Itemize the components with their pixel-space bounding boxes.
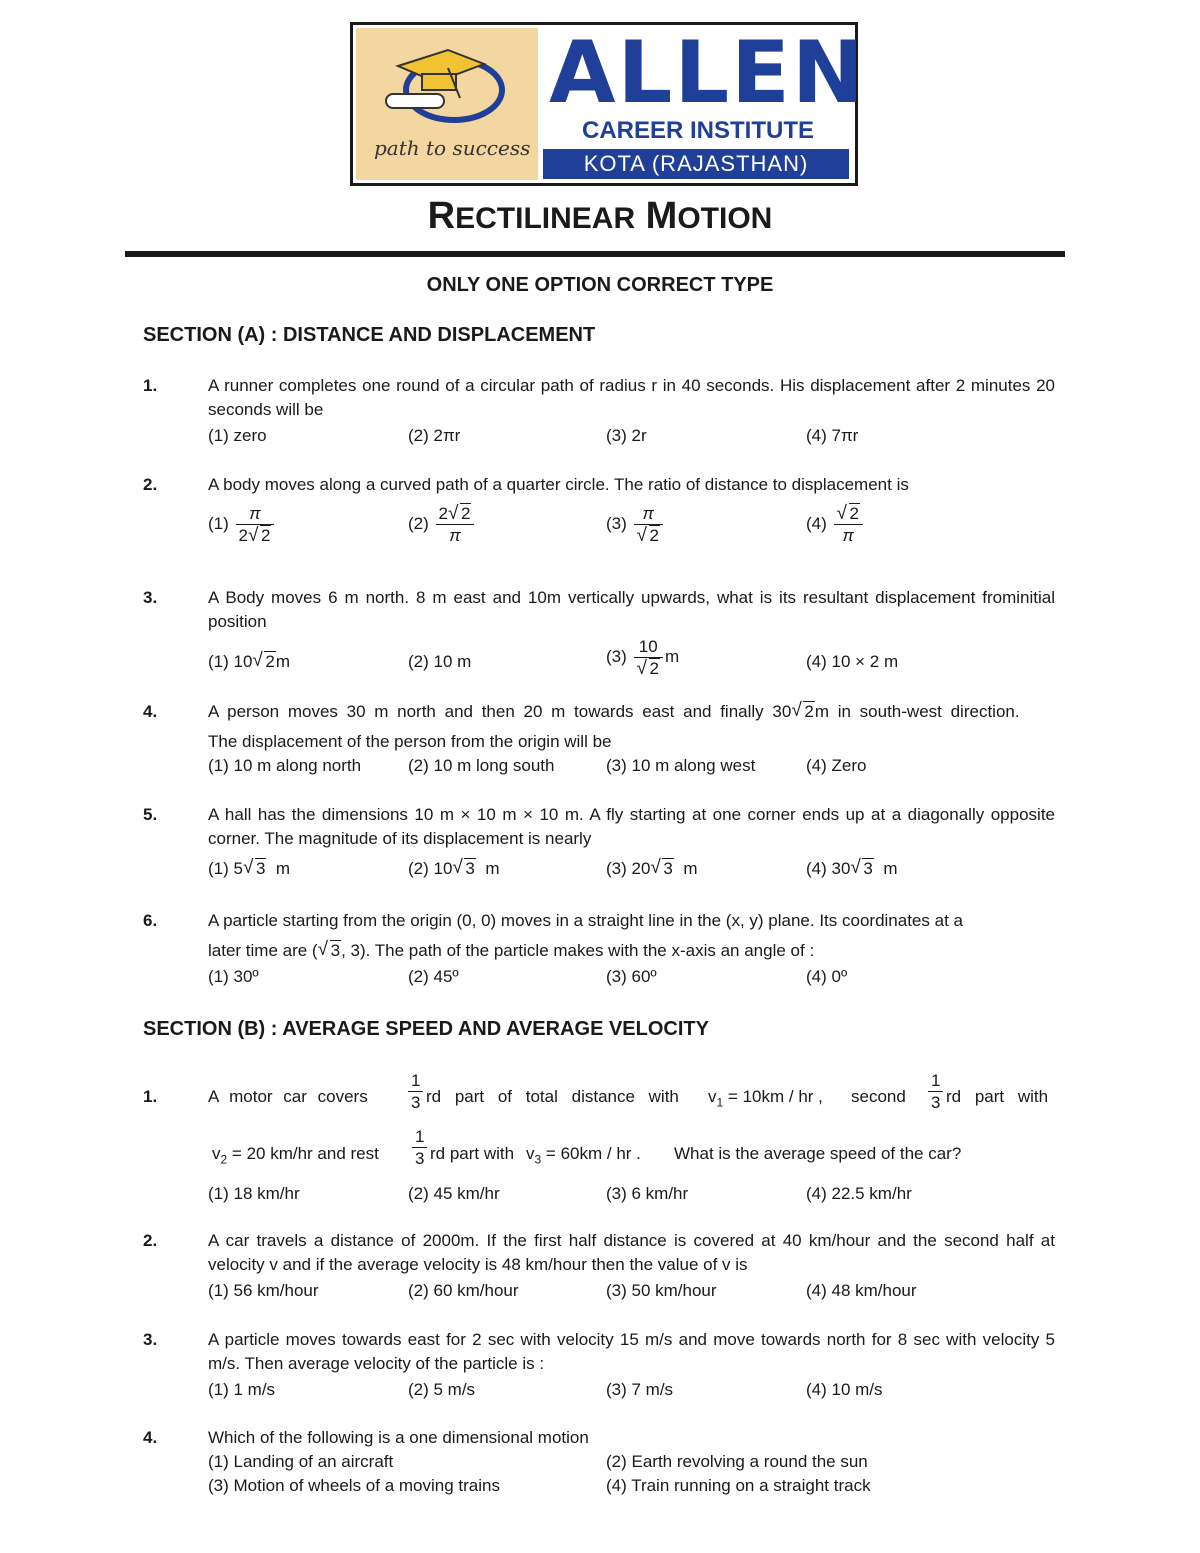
question-text: A person moves 30 m north and then 20 m towards east and finally 30√ 2m in south-west direction. [208, 700, 1055, 724]
section-b-heading: SECTION (B) : AVERAGE SPEED AND AVERAGE VELOCITY [143, 1018, 709, 1040]
option-4[interactable]: (4) 22.5 km/hr [806, 1184, 912, 1203]
question-a4: 4. A person moves 30 m north and then 20 m towards east and finally 30√ 2m in south-west direction. The displacement of the person from the origin will be (1) 10 m along north (2) 10 m long south (3) 10 m along west (4) Zero [143, 700, 1055, 780]
question-text: Which of the following is a one dimensional motion [208, 1428, 589, 1447]
logo-emblem-panel [356, 28, 538, 180]
logo-tagline: path to success [374, 136, 531, 160]
option-1[interactable]: (1) $\frac{\pi}{2√ 2}$ [208, 505, 276, 544]
option-1[interactable]: (1) 56 km/hour [208, 1281, 319, 1300]
question-a6: 6. A particle starting from the origin (0, 0) moves in a straight line in the (x, y) plane. Its coordinates at a later time are (√ 3, 3). The path of the particle makes with the x-axis an angle of : (1) 30º (2) 45º (3) 60º (4) 0º [143, 909, 1055, 989]
question-text: A motor car covers $\frac{1}{3}$ rd part of total distance with $v_1 = 10km$ / hr , second $\frac{1}{3}$ rd part with [208, 1071, 1049, 1112]
option-3[interactable]: (3) 2r [606, 426, 647, 445]
option-3[interactable]: (3) 50 km/hour [606, 1281, 717, 1300]
question-b2: 2. A car travels a distance of 2000m. If the first half distance is covered at 40 km/hour and the second half at velocity v and if the average velocity is 48 km/hour then the value of v is (1) 56 km/hour (2) 60 km/hour (3) 50 km/hour (4) 48 km/hour [143, 1229, 1055, 1309]
option-2[interactable]: (2) 10√ 3 m [408, 857, 500, 881]
option-2[interactable]: (2) 5 m/s [408, 1380, 476, 1399]
option-4[interactable]: (4) 0º [806, 967, 848, 986]
question-a1: 1. A runner completes one round of a circular path of radius r in 40 seconds. His displacement after 2 minutes 20 seconds will be (1) zero (2) 2πr (3) 2r (4) 7πr [143, 374, 1055, 450]
option-2[interactable]: (2) 60 km/hour [408, 1281, 519, 1300]
option-3[interactable]: (3) 60º [606, 967, 657, 986]
question-type-heading: ONLY ONE OPTION CORRECT TYPE [426, 274, 774, 296]
question-text: A body moves along a curved path of a quarter circle. The ratio of distance to displacement is [208, 475, 909, 494]
option-4[interactable]: (4) √ $\frac{2}{\pi}$ [806, 505, 865, 544]
option-2[interactable]: (2) 2πr [408, 426, 461, 445]
option-2[interactable]: (2) 45º [408, 967, 459, 986]
graduation-cap-icon [356, 28, 538, 138]
question-b3: 3. A particle moves towards east for 2 sec with velocity 15 m/s and move towards north for 8 sec with velocity 5 m/s. Then average velocity of the particle is : (1) 1 m/s (2) 5 m/s (3) 7 m/s (4) 10 m/s [143, 1328, 1055, 1408]
option-3[interactable]: (3) 10 √ 2 m [606, 638, 679, 677]
logo-brand: ALLEN [549, 23, 866, 123]
option-2[interactable]: (2) 10 m long south [408, 756, 555, 775]
option-2[interactable]: (2) Earth revolving a round the sun [606, 1452, 868, 1471]
option-4[interactable]: (4) 10 × 2 m [806, 652, 899, 671]
option-1[interactable]: (1) zero [208, 426, 267, 445]
option-1[interactable]: (1) 30º [208, 967, 259, 986]
question-a2: 2. A body moves along a curved path of a quarter circle. The ratio of distance to displacement is (1) $\frac{\pi}{2√ 2}$ (2) $\frac{2√ 2}{\pi}$ (3) π √ 2 (4) √ $\frac{2}{\pi}$ [143, 473, 1055, 563]
question-text: A hall has the dimensions 10 m × 10 m × 10 m. A fly starting at one corner ends up at a diagonally opposite corner. The magnitude of its displacement is nearly [208, 805, 1055, 848]
option-3[interactable]: (3) π √ 2 [606, 505, 665, 544]
option-4[interactable]: (4) 7πr [806, 426, 859, 445]
question-text: A Body moves 6 m north. 8 m east and 10m vertically upwards, what is its resultant displacement frominitial position [208, 588, 1055, 631]
option-2[interactable]: (2) 45 km/hr [408, 1184, 500, 1203]
question-text-continued: $v_2 = 20$ km/hr and rest $\frac{1}{3}$ rd part with $v_3 = 60km$ / hr . What is the average speed of the car? [212, 1127, 962, 1168]
question-b1: 1. A motor car covers $\frac{1}{3}$ rd part of total distance with $v_1 = 10km$ / hr , second $\frac{1}{3}$ rd part with $v_2 = 20$ km/hr and rest $\frac{1}{3}$ rd part with $v_3 = 60km$ / hr . What is the average speed of the car? (1) 18 km/hr (2) 45 km/hr (3) 6 km/hr (4) 22.5 km/hr [143, 1072, 1055, 1208]
option-3[interactable]: (3) 6 km/hr [606, 1184, 689, 1203]
logo-kota: KOTA (RAJASTHAN) [543, 149, 849, 179]
option-4[interactable]: (4) 10 m/s [806, 1380, 883, 1399]
option-2[interactable]: (2) 10 m [408, 652, 472, 671]
section-a-heading: SECTION (A) : DISTANCE AND DISPLACEMENT [143, 324, 596, 346]
question-text-continued: The displacement of the person from the origin will be [208, 732, 612, 751]
question-text: A runner completes one round of a circular path of radius r in 40 seconds. His displacement after 2 minutes 20 seconds will be [208, 376, 1055, 419]
question-text: A car travels a distance of 2000m. If the first half distance is covered at 40 km/hour and the second half at velocity v and if the average velocity is 48 km/hour then the value of v is [208, 1231, 1055, 1274]
question-a5: 5. A hall has the dimensions 10 m × 10 m × 10 m. A fly starting at one corner ends up at a diagonally opposite corner. The magnitude of its displacement is nearly (1) 5√ 3 m (2) 10√ 3 m (3) 20√ 3 m (4) 30√ 3 m [143, 803, 1055, 883]
option-1[interactable]: (1) 10 m along north [208, 756, 362, 775]
question-text: A particle starting from the origin (0, 0) moves in a straight line in the (x, y) plane. Its coordinates at a [208, 911, 963, 930]
question-a3: 3. A Body moves 6 m north. 8 m east and 10m vertically upwards, what is its resultant displacement frominitial position (1) 10√ 2m (2) 10 m (3) 10 √ 2 m (4) 10 × 2 m [143, 586, 1055, 686]
option-1[interactable]: (1) 10√ 2m [208, 650, 290, 674]
option-3[interactable]: (3) 20√ 3 m [606, 857, 698, 881]
logo-career-institute: CAREER INSTITUTE [581, 117, 814, 144]
option-4[interactable]: (4) Train running on a straight track [606, 1476, 871, 1495]
allen-logo [350, 22, 866, 186]
option-1[interactable]: (1) Landing of an aircraft [208, 1452, 394, 1471]
option-3[interactable]: (3) Motion of wheels of a moving trains [208, 1476, 500, 1495]
question-text-continued: later time are (√ 3, 3). The path of the particle makes with the x-axis an angle of : [208, 939, 1055, 963]
option-4[interactable]: (4) 30√ 3 m [806, 857, 898, 881]
question-b4: 4. Which of the following is a one dimensional motion (1) Landing of an aircraft (2) Earth revolving a round the sun (3) Motion of wheels of a moving trains (4) Train running on a straight track [143, 1426, 1055, 1506]
option-1[interactable]: (1) 5√ 3 m [208, 857, 290, 881]
option-3[interactable]: (3) 7 m/s [606, 1380, 674, 1399]
option-2[interactable]: (2) $\frac{2√ 2}{\pi}$ [408, 505, 476, 544]
question-text: A particle moves towards east for 2 sec with velocity 15 m/s and move towards north for 8 sec with velocity 5 m/s. Then average velocity of the particle is : [208, 1330, 1055, 1373]
page-title: RECTILINEAR MOTION [427, 195, 773, 237]
option-4[interactable]: (4) Zero [806, 756, 867, 775]
option-3[interactable]: (3) 10 m along west [606, 756, 756, 775]
option-4[interactable]: (4) 48 km/hour [806, 1281, 917, 1300]
option-1[interactable]: (1) 18 km/hr [208, 1184, 300, 1203]
title-rule [125, 251, 1065, 257]
option-1[interactable]: (1) 1 m/s [208, 1380, 276, 1399]
